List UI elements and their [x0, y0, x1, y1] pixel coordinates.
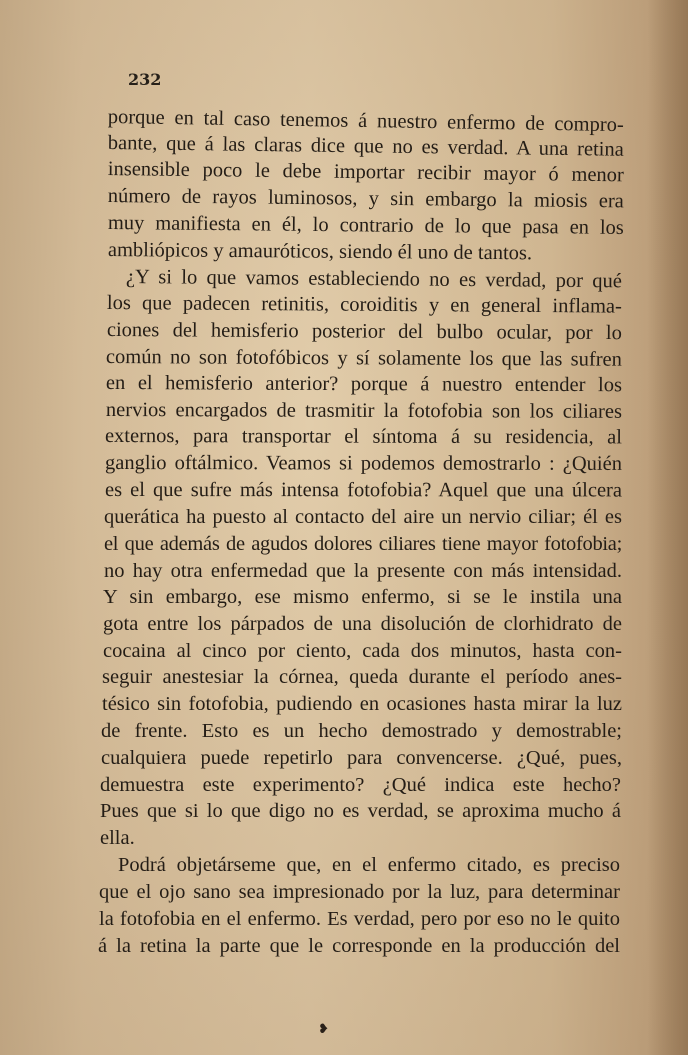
text-line: no hay otra enfermedad que la presente con más intensidad. — [104, 560, 622, 582]
text-line: ciones del hemisferio posterior del bulbo ocular, por lo — [106, 318, 622, 345]
text-line: externos, para transportar el síntoma á su residencia, al — [104, 425, 622, 449]
text-line: bante, que á las claras dice que no es verdad. A una retina — [107, 131, 624, 161]
footer-ornament-mark: ❥ — [318, 1022, 329, 1037]
text-line: ambliópicos y amauróticos, siendo él uno de tantos. — [107, 238, 533, 265]
text-line: ella. — [100, 827, 135, 849]
text-line: de frente. Esto es un hecho demostrado y demostrable; — [101, 720, 622, 742]
text-line: los que padecen retinitis, coroiditis y en general inflama- — [106, 291, 622, 318]
text-line: porque en tal caso tenemos á nuestro enfermo de compro- — [107, 105, 624, 137]
text-line: muy manifiesta en él, lo contrario de lo que pasa en los — [107, 211, 624, 239]
page-number: 232 — [128, 70, 162, 89]
text-line: querática ha puesto al contacto del aire un nervio ciliar; él es — [104, 506, 622, 528]
text-line: cocaina al cinco por ciento, cada dos minutos, hasta con- — [103, 640, 622, 662]
text-line: insensible poco le debe importar recibir mayor ó menor — [107, 157, 624, 187]
text-line: en el hemisferio anterior? porque á nuestro entender los — [105, 372, 622, 397]
text-line: número de rayos luminosos, y sin embargo la miosis era — [107, 184, 624, 213]
text-line: nervios encargados de trasmitir la fotofobia son los ciliares — [105, 399, 622, 423]
text-line: Y sin embargo, ese mismo enfermo, si se le instila una — [103, 586, 622, 608]
text-line: á la retina la parte que le corresponde en la producción del — [98, 935, 620, 957]
text-line: el que además de agudos dolores ciliares tiene mayor fotofobia; — [104, 533, 622, 555]
text-line: la fotofobia en el enfermo. Es verdad, pero por eso no le quito — [99, 908, 620, 930]
text-line: Pues que si lo que digo no es verdad, se aproxima mucho á — [100, 800, 621, 822]
text-line: gota entre los párpados de una disolución de clorhidrato de — [103, 613, 622, 635]
text-line: demuestra este experimento? ¿Qué indica este hecho? — [100, 774, 621, 796]
text-line: que el ojo sano sea impresionado por la luz, para determinar — [99, 881, 620, 903]
text-line: ¿Y si lo que vamos estableciendo no es verdad, por qué — [125, 265, 622, 293]
text-line: ganglio oftálmico. Veamos si podemos demostrarlo : ¿Quién — [104, 452, 622, 475]
text-line: seguir anestesiar la córnea, queda durante el período anes- — [102, 666, 622, 688]
text-line: tésico sin fotofobia, pudiendo en ocasiones hasta mirar la luz — [102, 693, 622, 715]
text-line: Podrá objetárseme que, en el enfermo citado, es preciso — [118, 854, 620, 876]
text-line: cualquiera puede repetirlo para convencerse. ¿Qué, pues, — [101, 747, 622, 769]
page-edge-shadow — [648, 0, 688, 1055]
text-line: es el que sufre más intensa fotofobia? Aquel que una úlcera — [104, 479, 622, 502]
text-line: común no son fotofóbicos y sí solamente los que las sufren — [105, 346, 622, 371]
